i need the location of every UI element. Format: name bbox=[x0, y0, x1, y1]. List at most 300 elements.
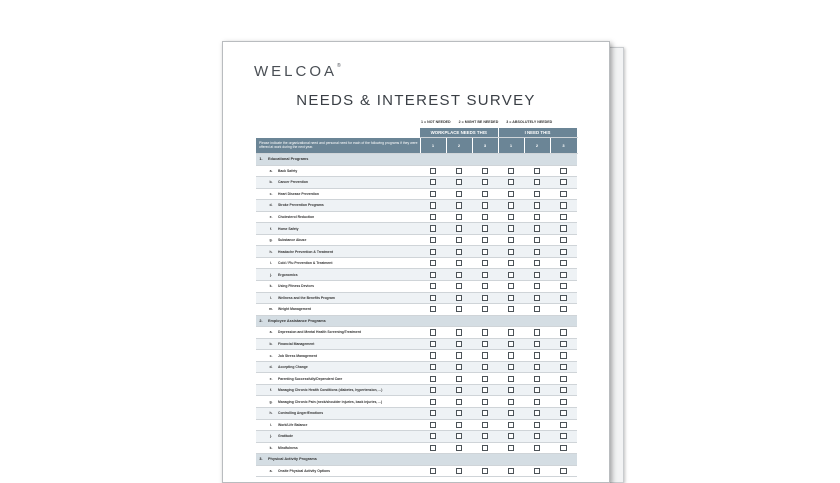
checkbox-cell bbox=[472, 177, 498, 189]
row-spacer bbox=[256, 350, 266, 362]
checkbox-cell bbox=[420, 188, 446, 200]
section-title: Educational Programs bbox=[266, 154, 577, 166]
rating-checkbox[interactable] bbox=[456, 376, 462, 382]
rating-checkbox[interactable] bbox=[560, 399, 566, 405]
rating-checkbox[interactable] bbox=[560, 168, 566, 174]
rating-checkbox[interactable] bbox=[456, 306, 462, 312]
checkbox-cell bbox=[524, 177, 550, 189]
rating-checkbox[interactable] bbox=[560, 202, 566, 208]
rating-checkbox[interactable] bbox=[456, 202, 462, 208]
checkbox-cell bbox=[472, 281, 498, 293]
rating-checkbox[interactable] bbox=[560, 364, 566, 370]
checkbox-cell bbox=[472, 384, 498, 396]
rating-checkbox[interactable] bbox=[534, 387, 540, 393]
checkbox-cell bbox=[524, 200, 550, 212]
rating-checkbox[interactable] bbox=[430, 249, 436, 255]
row-spacer bbox=[256, 431, 266, 443]
rating-checkbox[interactable] bbox=[534, 329, 540, 335]
rating-checkbox[interactable] bbox=[508, 225, 514, 231]
checkbox-cell bbox=[498, 200, 524, 212]
checkbox-cell bbox=[472, 269, 498, 281]
column-number: 1 bbox=[420, 138, 446, 154]
rating-checkbox[interactable] bbox=[560, 260, 566, 266]
rating-checkbox[interactable] bbox=[534, 364, 540, 370]
rating-checkbox[interactable] bbox=[508, 214, 514, 220]
section-number: 2. bbox=[256, 315, 266, 327]
table-row bbox=[256, 384, 577, 396]
rating-checkbox[interactable] bbox=[508, 260, 514, 266]
rating-checkbox[interactable] bbox=[534, 191, 540, 197]
checkbox-cell bbox=[498, 361, 524, 373]
rating-checkbox[interactable] bbox=[482, 168, 488, 174]
rating-checkbox[interactable] bbox=[508, 249, 514, 255]
item-letter: c. bbox=[266, 350, 276, 362]
rating-checkbox[interactable] bbox=[482, 272, 488, 278]
rating-checkbox[interactable] bbox=[430, 410, 436, 416]
table-row bbox=[256, 408, 577, 420]
row-spacer bbox=[256, 442, 266, 454]
rating-checkbox[interactable] bbox=[456, 468, 462, 474]
rating-checkbox[interactable] bbox=[560, 433, 566, 439]
checkbox-cell bbox=[498, 442, 524, 454]
rating-checkbox[interactable] bbox=[560, 214, 566, 220]
rating-checkbox[interactable] bbox=[534, 352, 540, 358]
rating-checkbox[interactable] bbox=[430, 237, 436, 243]
item-label: Weight Management bbox=[276, 304, 420, 316]
rating-checkbox[interactable] bbox=[430, 445, 436, 451]
row-spacer bbox=[256, 246, 266, 258]
rating-checkbox[interactable] bbox=[430, 364, 436, 370]
rating-checkbox[interactable] bbox=[456, 237, 462, 243]
item-letter: d. bbox=[266, 200, 276, 212]
rating-checkbox[interactable] bbox=[534, 225, 540, 231]
item-letter: a. bbox=[266, 327, 276, 339]
column-number: 2 bbox=[524, 138, 550, 154]
checkbox-cell bbox=[550, 269, 577, 281]
item-letter: g. bbox=[266, 234, 276, 246]
checkbox-cell bbox=[420, 327, 446, 339]
rating-checkbox[interactable] bbox=[534, 433, 540, 439]
row-spacer bbox=[256, 165, 266, 177]
rating-checkbox[interactable] bbox=[456, 272, 462, 278]
rating-checkbox[interactable] bbox=[560, 387, 566, 393]
checkbox-cell bbox=[498, 431, 524, 443]
checkbox-cell bbox=[550, 396, 577, 408]
item-letter: d. bbox=[266, 361, 276, 373]
checkbox-cell bbox=[550, 177, 577, 189]
checkbox-cell bbox=[446, 408, 472, 420]
checkbox-cell bbox=[498, 165, 524, 177]
checkbox-cell bbox=[420, 269, 446, 281]
checkbox-cell bbox=[550, 211, 577, 223]
column-group-workplace: WORKPLACE NEEDS THIS bbox=[420, 128, 498, 138]
section-row bbox=[256, 454, 577, 466]
checkbox-cell bbox=[498, 223, 524, 235]
checkbox-cell bbox=[420, 384, 446, 396]
row-spacer bbox=[256, 361, 266, 373]
checkbox-cell bbox=[446, 211, 472, 223]
checkbox-cell bbox=[498, 234, 524, 246]
rating-checkbox[interactable] bbox=[430, 422, 436, 428]
rating-checkbox[interactable] bbox=[482, 468, 488, 474]
item-letter: f. bbox=[266, 384, 276, 396]
rating-checkbox[interactable] bbox=[534, 399, 540, 405]
checkbox-cell bbox=[550, 304, 577, 316]
item-label: Substance Abuse bbox=[276, 234, 420, 246]
rating-checkbox[interactable] bbox=[508, 352, 514, 358]
rating-checkbox[interactable] bbox=[508, 283, 514, 289]
checkbox-cell bbox=[524, 234, 550, 246]
checkbox-cell bbox=[524, 211, 550, 223]
item-label: Cholesterol Reduction bbox=[276, 211, 420, 223]
rating-checkbox[interactable] bbox=[456, 260, 462, 266]
checkbox-cell bbox=[420, 211, 446, 223]
rating-checkbox[interactable] bbox=[430, 376, 436, 382]
checkbox-cell bbox=[472, 442, 498, 454]
table-row bbox=[256, 327, 577, 339]
column-group-personal: I NEED THIS bbox=[498, 128, 577, 138]
rating-checkbox[interactable] bbox=[430, 179, 436, 185]
survey-table bbox=[256, 128, 578, 477]
rating-checkbox[interactable] bbox=[482, 341, 488, 347]
rating-checkbox[interactable] bbox=[560, 329, 566, 335]
table-row bbox=[256, 200, 577, 212]
rating-checkbox[interactable] bbox=[456, 387, 462, 393]
checkbox-cell bbox=[524, 350, 550, 362]
item-letter: e. bbox=[266, 211, 276, 223]
rating-checkbox[interactable] bbox=[508, 202, 514, 208]
checkbox-cell bbox=[472, 211, 498, 223]
rating-checkbox[interactable] bbox=[482, 410, 488, 416]
rating-checkbox[interactable] bbox=[534, 376, 540, 382]
checkbox-cell bbox=[550, 373, 577, 385]
checkbox-cell bbox=[550, 281, 577, 293]
checkbox-cell bbox=[420, 361, 446, 373]
rating-checkbox[interactable] bbox=[534, 306, 540, 312]
rating-checkbox[interactable] bbox=[534, 295, 540, 301]
rating-checkbox[interactable] bbox=[560, 191, 566, 197]
table-row bbox=[256, 350, 577, 362]
rating-checkbox[interactable] bbox=[508, 364, 514, 370]
rating-checkbox[interactable] bbox=[560, 225, 566, 231]
item-letter: a. bbox=[266, 465, 276, 477]
rating-checkbox[interactable] bbox=[456, 364, 462, 370]
rating-checkbox[interactable] bbox=[560, 422, 566, 428]
rating-checkbox[interactable] bbox=[430, 329, 436, 335]
row-spacer bbox=[256, 281, 266, 293]
rating-checkbox[interactable] bbox=[430, 225, 436, 231]
row-spacer bbox=[256, 408, 266, 420]
rating-checkbox[interactable] bbox=[482, 329, 488, 335]
item-label: Back Safety bbox=[276, 165, 420, 177]
rating-checkbox[interactable] bbox=[456, 433, 462, 439]
checkbox-cell bbox=[524, 373, 550, 385]
rating-checkbox[interactable] bbox=[456, 295, 462, 301]
rating-checkbox[interactable] bbox=[430, 399, 436, 405]
checkbox-cell bbox=[472, 327, 498, 339]
table-row bbox=[256, 269, 577, 281]
rating-checkbox[interactable] bbox=[508, 329, 514, 335]
rating-checkbox[interactable] bbox=[456, 179, 462, 185]
rating-checkbox[interactable] bbox=[560, 376, 566, 382]
checkbox-cell bbox=[550, 246, 577, 258]
rating-checkbox[interactable] bbox=[482, 399, 488, 405]
checkbox-cell bbox=[550, 442, 577, 454]
rating-checkbox[interactable] bbox=[430, 214, 436, 220]
rating-checkbox[interactable] bbox=[482, 214, 488, 220]
item-label: Parenting Successfully/Dependent Care bbox=[276, 373, 420, 385]
checkbox-cell bbox=[498, 384, 524, 396]
table-row bbox=[256, 419, 577, 431]
item-label: Accepting Change bbox=[276, 361, 420, 373]
rating-checkbox[interactable] bbox=[430, 283, 436, 289]
checkbox-cell bbox=[420, 408, 446, 420]
rating-checkbox[interactable] bbox=[534, 341, 540, 347]
rating-checkbox[interactable] bbox=[430, 433, 436, 439]
checkbox-cell bbox=[472, 246, 498, 258]
item-label: Job Stress Management bbox=[276, 350, 420, 362]
checkbox-cell bbox=[446, 269, 472, 281]
rating-checkbox[interactable] bbox=[456, 422, 462, 428]
checkbox-cell bbox=[498, 211, 524, 223]
checkbox-cell bbox=[420, 350, 446, 362]
section-row bbox=[256, 315, 577, 327]
rating-checkbox[interactable] bbox=[560, 272, 566, 278]
row-spacer bbox=[256, 200, 266, 212]
rating-checkbox[interactable] bbox=[508, 168, 514, 174]
rating-checkbox[interactable] bbox=[508, 272, 514, 278]
checkbox-cell bbox=[550, 408, 577, 420]
rating-checkbox[interactable] bbox=[534, 445, 540, 451]
rating-checkbox[interactable] bbox=[560, 445, 566, 451]
item-letter: i. bbox=[266, 419, 276, 431]
rating-checkbox[interactable] bbox=[482, 387, 488, 393]
row-spacer bbox=[256, 384, 266, 396]
rating-checkbox[interactable] bbox=[430, 352, 436, 358]
rating-checkbox[interactable] bbox=[456, 191, 462, 197]
rating-checkbox[interactable] bbox=[508, 341, 514, 347]
checkbox-cell bbox=[420, 246, 446, 258]
item-label: Financial Management bbox=[276, 338, 420, 350]
rating-checkbox[interactable] bbox=[534, 422, 540, 428]
checkbox-cell bbox=[498, 419, 524, 431]
rating-checkbox[interactable] bbox=[456, 249, 462, 255]
checkbox-cell bbox=[498, 292, 524, 304]
item-label: Home Safety bbox=[276, 223, 420, 235]
row-spacer bbox=[256, 269, 266, 281]
checkbox-cell bbox=[472, 165, 498, 177]
checkbox-cell bbox=[498, 257, 524, 269]
rating-checkbox[interactable] bbox=[508, 237, 514, 243]
rating-checkbox[interactable] bbox=[456, 214, 462, 220]
item-label: Cancer Prevention bbox=[276, 177, 420, 189]
checkbox-cell bbox=[524, 223, 550, 235]
rating-checkbox[interactable] bbox=[508, 410, 514, 416]
rating-checkbox[interactable] bbox=[560, 249, 566, 255]
table-row bbox=[256, 211, 577, 223]
rating-checkbox[interactable] bbox=[534, 249, 540, 255]
item-letter: l. bbox=[266, 292, 276, 304]
rating-checkbox[interactable] bbox=[560, 468, 566, 474]
checkbox-cell bbox=[524, 292, 550, 304]
rating-checkbox[interactable] bbox=[508, 387, 514, 393]
item-label: Wellness and the Benefits Program bbox=[276, 292, 420, 304]
checkbox-cell bbox=[446, 373, 472, 385]
rating-checkbox[interactable] bbox=[508, 191, 514, 197]
checkbox-cell bbox=[550, 292, 577, 304]
rating-checkbox[interactable] bbox=[456, 352, 462, 358]
rating-checkbox[interactable] bbox=[560, 306, 566, 312]
checkbox-cell bbox=[446, 396, 472, 408]
row-spacer bbox=[256, 234, 266, 246]
rating-checkbox[interactable] bbox=[534, 168, 540, 174]
checkbox-cell bbox=[524, 304, 550, 316]
item-label: Work/Life Balance bbox=[276, 419, 420, 431]
checkbox-cell bbox=[550, 384, 577, 396]
checkbox-cell bbox=[498, 396, 524, 408]
table-row bbox=[256, 223, 577, 235]
table-row bbox=[256, 304, 577, 316]
rating-checkbox[interactable] bbox=[456, 410, 462, 416]
checkbox-cell bbox=[420, 304, 446, 316]
rating-checkbox[interactable] bbox=[482, 422, 488, 428]
table-row bbox=[256, 465, 577, 477]
rating-checkbox[interactable] bbox=[534, 214, 540, 220]
checkbox-cell bbox=[472, 350, 498, 362]
checkbox-cell bbox=[524, 246, 550, 258]
checkbox-cell bbox=[550, 257, 577, 269]
rating-checkbox[interactable] bbox=[482, 445, 488, 451]
rating-checkbox[interactable] bbox=[430, 272, 436, 278]
checkbox-cell bbox=[524, 269, 550, 281]
rating-checkbox[interactable] bbox=[456, 225, 462, 231]
rating-checkbox[interactable] bbox=[482, 191, 488, 197]
rating-checkbox[interactable] bbox=[482, 433, 488, 439]
rating-checkbox[interactable] bbox=[534, 260, 540, 266]
rating-checkbox[interactable] bbox=[430, 468, 436, 474]
rating-checkbox[interactable] bbox=[534, 202, 540, 208]
rating-checkbox[interactable] bbox=[482, 260, 488, 266]
section-title: Physical Activity Programs bbox=[266, 454, 577, 466]
row-spacer bbox=[256, 292, 266, 304]
table-row bbox=[256, 373, 577, 385]
checkbox-cell bbox=[472, 408, 498, 420]
rating-checkbox[interactable] bbox=[508, 433, 514, 439]
rating-checkbox[interactable] bbox=[560, 237, 566, 243]
rating-checkbox[interactable] bbox=[482, 202, 488, 208]
rating-checkbox[interactable] bbox=[482, 249, 488, 255]
rating-checkbox[interactable] bbox=[430, 295, 436, 301]
rating-checkbox[interactable] bbox=[560, 352, 566, 358]
rating-checkbox[interactable] bbox=[482, 237, 488, 243]
checkbox-cell bbox=[446, 281, 472, 293]
rating-checkbox[interactable] bbox=[534, 468, 540, 474]
rating-checkbox[interactable] bbox=[560, 179, 566, 185]
rating-checkbox[interactable] bbox=[508, 399, 514, 405]
checkbox-cell bbox=[498, 408, 524, 420]
checkbox-cell bbox=[524, 408, 550, 420]
rating-checkbox[interactable] bbox=[508, 468, 514, 474]
item-letter: c. bbox=[266, 188, 276, 200]
row-spacer bbox=[256, 327, 266, 339]
checkbox-cell bbox=[498, 269, 524, 281]
item-letter: a. bbox=[266, 165, 276, 177]
rating-checkbox[interactable] bbox=[482, 179, 488, 185]
row-spacer bbox=[256, 257, 266, 269]
rating-checkbox[interactable] bbox=[534, 410, 540, 416]
rating-checkbox[interactable] bbox=[482, 352, 488, 358]
row-spacer bbox=[256, 465, 266, 477]
column-number: 2 bbox=[446, 138, 472, 154]
rating-checkbox[interactable] bbox=[430, 168, 436, 174]
rating-checkbox[interactable] bbox=[456, 341, 462, 347]
column-number: 3 bbox=[472, 138, 498, 154]
table-row bbox=[256, 292, 577, 304]
rating-checkbox[interactable] bbox=[430, 341, 436, 347]
rating-checkbox[interactable] bbox=[508, 376, 514, 382]
checkbox-cell bbox=[446, 177, 472, 189]
rating-checkbox[interactable] bbox=[508, 422, 514, 428]
rating-checkbox[interactable] bbox=[560, 283, 566, 289]
checkbox-cell bbox=[472, 257, 498, 269]
rating-checkbox[interactable] bbox=[456, 283, 462, 289]
survey-page bbox=[222, 41, 610, 483]
rating-checkbox[interactable] bbox=[482, 364, 488, 370]
rating-checkbox[interactable] bbox=[534, 272, 540, 278]
rating-checkbox[interactable] bbox=[456, 399, 462, 405]
rating-checkbox[interactable] bbox=[482, 283, 488, 289]
rating-checkbox[interactable] bbox=[560, 410, 566, 416]
welcoa-logo: WELCOA® bbox=[254, 63, 341, 80]
rating-checkbox[interactable] bbox=[430, 191, 436, 197]
rating-checkbox[interactable] bbox=[508, 306, 514, 312]
section-row bbox=[256, 154, 577, 166]
rating-checkbox[interactable] bbox=[508, 445, 514, 451]
rating-checkbox[interactable] bbox=[430, 306, 436, 312]
checkbox-cell bbox=[472, 223, 498, 235]
checkbox-cell bbox=[472, 396, 498, 408]
checkbox-cell bbox=[524, 257, 550, 269]
rating-checkbox[interactable] bbox=[482, 225, 488, 231]
rating-checkbox[interactable] bbox=[534, 283, 540, 289]
rating-checkbox[interactable] bbox=[560, 295, 566, 301]
item-label: Ergonomics bbox=[276, 269, 420, 281]
rating-checkbox[interactable] bbox=[430, 387, 436, 393]
rating-checkbox[interactable] bbox=[430, 202, 436, 208]
rating-checkbox[interactable] bbox=[430, 260, 436, 266]
rating-checkbox[interactable] bbox=[560, 341, 566, 347]
checkbox-cell bbox=[524, 361, 550, 373]
rating-checkbox[interactable] bbox=[456, 168, 462, 174]
rating-checkbox[interactable] bbox=[456, 445, 462, 451]
checkbox-cell bbox=[420, 200, 446, 212]
rating-checkbox[interactable] bbox=[508, 179, 514, 185]
rating-checkbox[interactable] bbox=[456, 329, 462, 335]
item-letter: e. bbox=[266, 373, 276, 385]
checkbox-cell bbox=[524, 431, 550, 443]
table-row bbox=[256, 396, 577, 408]
rating-checkbox[interactable] bbox=[482, 306, 488, 312]
rating-checkbox[interactable] bbox=[482, 295, 488, 301]
row-spacer bbox=[256, 211, 266, 223]
rating-checkbox[interactable] bbox=[508, 295, 514, 301]
checkbox-cell bbox=[446, 292, 472, 304]
table-row bbox=[256, 338, 577, 350]
checkbox-cell bbox=[420, 373, 446, 385]
rating-checkbox[interactable] bbox=[482, 376, 488, 382]
rating-checkbox[interactable] bbox=[534, 179, 540, 185]
rating-checkbox[interactable] bbox=[534, 237, 540, 243]
